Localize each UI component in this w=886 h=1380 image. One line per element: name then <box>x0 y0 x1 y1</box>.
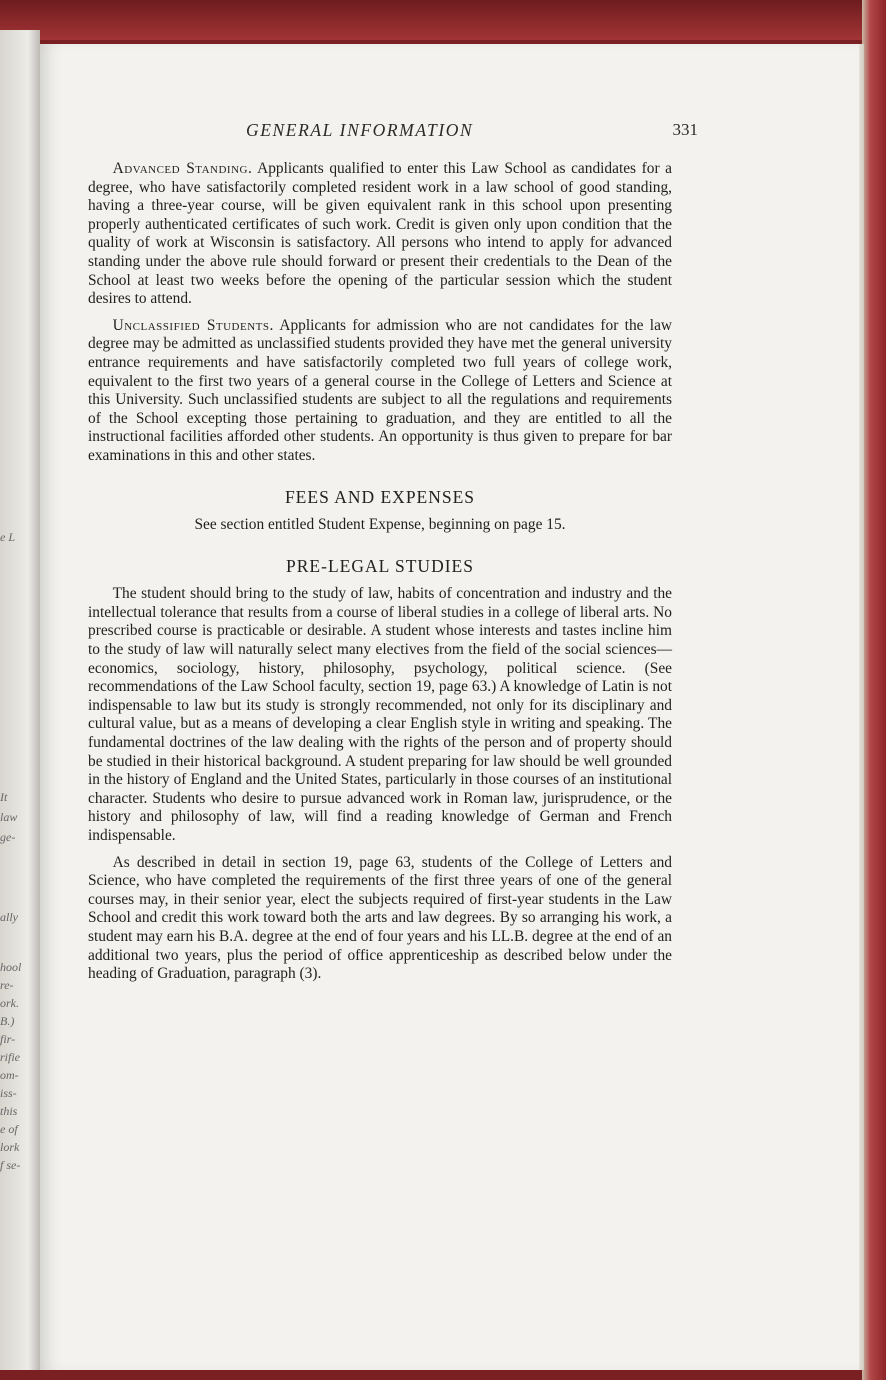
page-number: 331 <box>672 120 698 139</box>
left-page-fragment: rifie <box>0 1050 20 1064</box>
pre-legal-heading: PRE-LEGAL STUDIES <box>286 555 474 576</box>
left-page-fragment: ge- <box>0 830 16 844</box>
left-page-fragment: f se- <box>0 1158 21 1172</box>
left-page-fragment: re- <box>0 978 14 992</box>
book-binding-right <box>862 0 886 1380</box>
page-content <box>88 160 672 992</box>
page-edge <box>859 44 864 1370</box>
left-page-fragment: ork. <box>0 996 19 1010</box>
left-page-fragment: this <box>0 1104 18 1118</box>
unclassified-students-text: Applicants for admission who are not candidates for the law degree may be admitted as unclassified students provided they have met the general university entrance requirements and have satisfactorily completed two full years of college work, equivalent to the first two years of a general course in the College of Letters and Science at this University. Such unclassified students are subject to all the regulations and requirements of the School excepting those pertaining to graduation, and they are entitled to all the instructional facilities afforded other students. An opportunity is thus given to prepare for bar examinations in this and other states. <box>88 316 673 464</box>
fees-text: See section entitled Student Expense, beginning on page 15. <box>194 516 566 534</box>
fees-heading: FEES AND EXPENSES <box>284 486 476 507</box>
left-page-fragment: hool <box>0 960 22 974</box>
left-page-fragment: B.) <box>0 1014 15 1028</box>
advanced-standing-paragraph <box>88 160 672 309</box>
unclassified-students-lead: Unclassified Students. <box>112 316 274 334</box>
left-page-fragment: iss- <box>0 1086 17 1100</box>
left-page-fragment: om- <box>0 1068 19 1082</box>
left-page-fragment: e of <box>0 1122 18 1136</box>
left-page-fragment: fir- <box>0 1032 16 1046</box>
pre-legal-paragraph-1: The student should bring to the study of law, habits of concentration and industry and the intellectual tolerance that results from a course of liberal studies in a college of liberal arts. No prescribed course is practicable or desirable. A student whose interests and tastes incline him to the study of law will naturally select many electives from the field of the social sciences—economics, sociology, history, philosophy, psychology, political science. (See recommendations of the Law School faculty, section 19, page 63.) A knowledge of Latin is not indispensable to law but its study is strongly recommended, not only for its disciplinary and cultural value, but as a means of developing a clear English style in writing and speaking. The fundamental doctrines of the law dealing with the rights of the person and of property should be studied in their historical background. A student preparing for law should be well grounded in the history of England and the United States, particularly in those courses of an institutional character. Students who desire to pursue advanced work in Roman law, jurisprudence, or the history and philosophy of law, will find a reading knowledge of German and French indispensable. <box>88 585 672 844</box>
left-page-fragment: law <box>0 810 18 824</box>
unclassified-students-paragraph <box>88 317 672 466</box>
page-header <box>246 120 698 144</box>
left-page-fragment: e L <box>0 530 15 544</box>
running-head: GENERAL INFORMATION <box>246 120 474 140</box>
left-page-fragment: It <box>0 790 8 804</box>
book-binding-top <box>0 0 886 40</box>
left-page-fragment: ally <box>0 910 18 924</box>
left-page-fragment: lork <box>0 1140 20 1154</box>
advanced-standing-lead: Advanced Standing. <box>112 160 253 177</box>
pre-legal-paragraph-2: As described in detail in section 19, page 63, students of the College of Letters and Science, who have completed the requirements of the first three years of one of the general courses may, in their senior year, elect the subjects required of first-year students in the Law School and credit this work toward both the arts and law degrees. By so arranging his work, a student may earn his B.A. degree at the end of four years and his LL.B. degree at the end of an additional two years, plus the period of office apprenticeship as described below under the heading of Graduation, paragraph (3). <box>88 853 672 983</box>
advanced-standing-text: Applicants qualified to enter this Law School as candidates for a degree, who have satisfactorily completed resident work in a law school of good standing, having a three-year course, will be given equivalent rank in this school upon presenting properly authenticated certificates of such work. Credit is given only upon condition that the quality of work at Wisconsin is satisfactory. All persons who intend to apply for advanced standing under the above rule should forward or present their credentials to the Dean of the School at least two weeks before the opening of the particular session which the student desires to attend. <box>88 160 672 308</box>
left-page-edge <box>0 30 40 1370</box>
